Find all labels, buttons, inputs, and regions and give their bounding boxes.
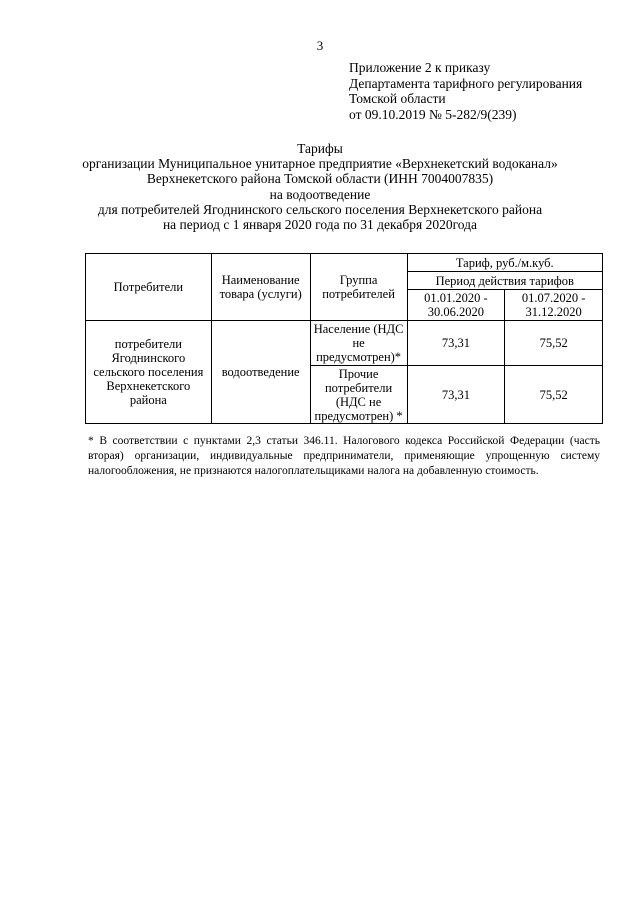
title-line-4: на водоотведение: [269, 186, 371, 202]
title-line-2: организации Муниципальное унитарное предприятие «Верхнекетский водоканал»: [82, 156, 558, 172]
appendix-line-4: от 09.10.2019 № 5-282/9(239): [349, 106, 517, 122]
appendix-line-2: Департамента тарифного регулирования: [349, 75, 583, 91]
document-title: [0, 141, 640, 232]
header-product: Наименование товара (услуги): [211, 254, 310, 321]
header-consumers: Потребители: [86, 254, 212, 321]
group-cell: Население (НДС не предусмотрен)*: [310, 321, 407, 366]
tariff-table: [85, 253, 603, 424]
product-cell: водоотведение: [211, 321, 310, 424]
footnote: * В соответствии с пунктами 2,3 статьи 346.11. Налогового кодекса Российской Федерации (часть вторая) организации, индивидуальные предприниматели, применяющие упрощенную систему налогообложения, не признаются налогоплательщиками налога на добавленную стоимость.: [88, 435, 600, 477]
tariff-cell-period-1: 73,31: [407, 321, 505, 366]
tariff-cell-period-2: 75,52: [505, 321, 603, 366]
appendix-line-1: Приложение 2 к приказу: [349, 60, 491, 75]
tariff-cell-period-1: 73,31: [407, 366, 505, 424]
header-period: Период действия тарифов: [407, 272, 602, 290]
header-group: Группа потребителей: [310, 254, 407, 321]
title-line-3: Верхнекетского района Томской области (ИНН 7004007835): [146, 171, 494, 187]
page-number: 3: [316, 38, 324, 53]
header-row: [86, 254, 603, 272]
tariff-cell-period-2: 75,52: [505, 366, 603, 424]
header-period-1: 01.01.2020 - 30.06.2020: [407, 290, 505, 321]
group-cell: Прочие потребители (НДС не предусмотрен) *: [310, 366, 407, 424]
title-line-6: на период с 1 января 2020 года по 31 декабря 2020года: [162, 217, 478, 233]
title-line-1: Тарифы: [297, 141, 343, 156]
appendix-line-3: Томской области: [349, 91, 446, 106]
appendix-block: [349, 60, 582, 122]
header-tariff: Тариф, руб./м.куб.: [407, 254, 602, 272]
title-line-5: для потребителей Ягоднинского сельского поселения Верхнекетского района: [97, 201, 543, 217]
table-row: [86, 321, 603, 366]
consumers-cell: потребители Ягоднинского сельского поселения Верхнекетского района: [86, 321, 212, 424]
header-period-2: 01.07.2020 - 31.12.2020: [505, 290, 603, 321]
